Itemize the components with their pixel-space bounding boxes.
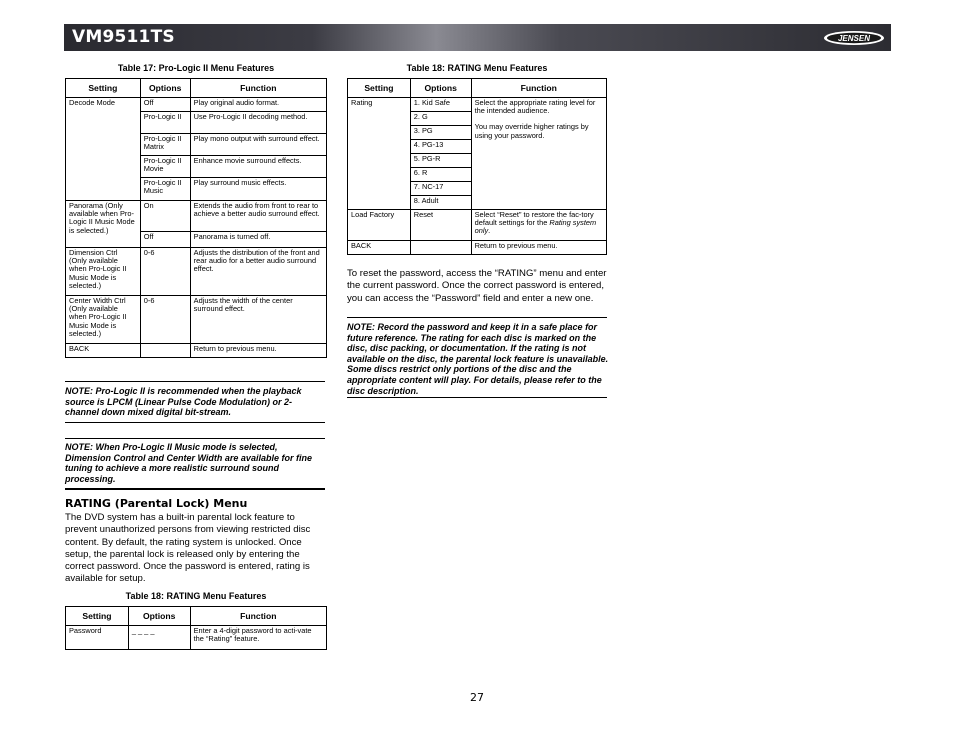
divider [347, 317, 607, 318]
column-header-setting: Setting [66, 607, 129, 626]
setting-cell: Decode Mode [66, 98, 141, 201]
table-header-row [66, 79, 327, 98]
table-row [66, 296, 327, 344]
option-cell: 0-6 [140, 248, 190, 296]
table18b [347, 78, 607, 255]
rating-intro-paragraph: The DVD system has a built-in parental lock feature to prevent unauthorized persons from viewing restricted disc content. By default, the rating system is unlocked. Once setup, the parental lock is released only by entering the correct password. Once the password is entered, rating is available for setup. [65, 512, 311, 585]
option-cell: 7. NC-17 [410, 182, 471, 196]
table-row [66, 248, 327, 296]
option-cell: Pro-Logic II [140, 112, 190, 134]
reset-password-paragraph: To reset the password, access the “RATING” menu and enter the current password. Once the correct password is entered, you can access the “Password” field and enter a new one. [347, 268, 607, 304]
option-cell: 4. PG-13 [410, 140, 471, 154]
column-header-setting: Setting [66, 79, 141, 98]
table18a-caption: Table 18: RATING Menu Features [125, 591, 267, 601]
table17 [65, 78, 327, 358]
table18b-caption: Table 18: RATING Menu Features [406, 63, 548, 73]
column-header-options: Options [140, 79, 190, 98]
column-header-options: Options [128, 607, 190, 626]
option-cell: Pro-Logic II Matrix [140, 134, 190, 156]
function-cell: Panorama is turned off. [190, 232, 326, 248]
function-emphasis: Rating system only [474, 218, 597, 236]
svg-text:JENSEN: JENSEN [837, 34, 871, 43]
table-row [348, 98, 607, 112]
option-cell: Pro-Logic II Music [140, 178, 190, 201]
divider [347, 397, 607, 398]
function-cell: Enter a 4-digit password to acti-vate the “Rating” feature. [190, 626, 326, 650]
header-bar [64, 24, 891, 51]
column-header-setting: Setting [348, 79, 411, 98]
table-row [66, 201, 327, 232]
section-heading: RATING (Parental Lock) Menu [65, 497, 248, 510]
function-cell: Return to previous menu. [471, 241, 606, 255]
setting-cell: BACK [348, 241, 411, 255]
setting-cell: Panorama (Only available when Pro-Logic II Music Mode is selected.) [66, 201, 141, 248]
option-cell [140, 344, 190, 358]
jensen-logo [823, 30, 885, 46]
note-music-mode: NOTE: When Pro-Logic II Music mode is selected, Dimension Control and Center Width are available for fine tuning to achieve a more realistic surround sound processing. [65, 442, 312, 484]
table-row [66, 626, 327, 650]
table-row [66, 344, 327, 358]
column-header-function: Function [190, 79, 326, 98]
option-cell: _ _ _ _ [128, 626, 190, 650]
option-cell: 5. PG-R [410, 154, 471, 168]
option-cell: 6. R [410, 168, 471, 182]
function-text: Select “Reset” to restore the fac-tory default settings for the [474, 210, 594, 228]
function-cell [471, 98, 606, 210]
divider [65, 381, 325, 382]
model-title: VM9511TS [72, 27, 175, 47]
function-text: . [488, 226, 491, 236]
setting-cell: Dimension Ctrl (Only available when Pro-Logic II Music Mode is selected.) [66, 248, 141, 296]
table-row [66, 98, 327, 112]
function-cell: Enhance movie surround effects. [190, 156, 326, 178]
function-cell: Play original audio format. [190, 98, 326, 112]
function-cell [471, 210, 606, 241]
option-cell: 3. PG [410, 126, 471, 140]
function-cell: Adjusts the width of the center surround effect. [190, 296, 326, 344]
function-cell: Play surround music effects. [190, 178, 326, 201]
option-cell: 0-6 [140, 296, 190, 344]
option-cell [410, 241, 471, 255]
option-cell: Pro-Logic II Movie [140, 156, 190, 178]
function-cell: Return to previous menu. [190, 344, 326, 358]
function-cell: Play mono output with surround effect. [190, 134, 326, 156]
option-cell: 1. Kid Safe [410, 98, 471, 112]
divider [65, 422, 325, 423]
setting-cell: BACK [66, 344, 141, 358]
function-cell: Use Pro-Logic II decoding method. [190, 112, 326, 134]
note-password: NOTE: Record the password and keep it in a safe place for future reference. The rating for each disc is marked on the disc, disc packing, or documentation. If the rating is not available on the disc, the parental lock feature is unavailable. Some discs restrict only portions of the disc and the appropriate content will play. For details, please refer to the disc description. [347, 322, 609, 396]
function-cell: Extends the audio from front to rear to achieve a better audio surround effect. [190, 201, 326, 232]
setting-cell: Center Width Ctrl (Only available when Pro-Logic II Music Mode is selected.) [66, 296, 141, 344]
table-row [348, 241, 607, 255]
table-header-row [348, 79, 607, 98]
function-cell: Adjusts the distribution of the front and rear audio for a better audio surround effect. [190, 248, 326, 296]
option-cell: Off [140, 232, 190, 248]
column-header-function: Function [471, 79, 606, 98]
option-cell: 2. G [410, 112, 471, 126]
option-cell: On [140, 201, 190, 232]
table-row [348, 210, 607, 241]
setting-cell: Rating [348, 98, 411, 210]
note-prologic: NOTE: Pro-Logic II is recommended when the playback source is LPCM (Linear Pulse Code Modulation) or 2-channel down mixed digital bit-stream. [65, 386, 302, 418]
table17-caption: Table 17: Pro-Logic II Menu Features [117, 63, 275, 73]
table-header-row [66, 607, 327, 626]
setting-cell: Load Factory [348, 210, 411, 241]
option-cell: 8. Adult [410, 196, 471, 210]
setting-cell: Password [66, 626, 129, 650]
column-header-options: Options [410, 79, 471, 98]
option-cell: Off [140, 98, 190, 112]
function-text: Select the appropriate rating level for the intended audience. [474, 98, 596, 116]
column-header-function: Function [190, 607, 326, 626]
table18a [65, 606, 327, 650]
function-text: You may override higher ratings by using your password. [474, 122, 589, 140]
page-number: 27 [470, 691, 484, 704]
divider [65, 488, 325, 490]
option-cell: Reset [410, 210, 471, 241]
divider [65, 438, 325, 439]
